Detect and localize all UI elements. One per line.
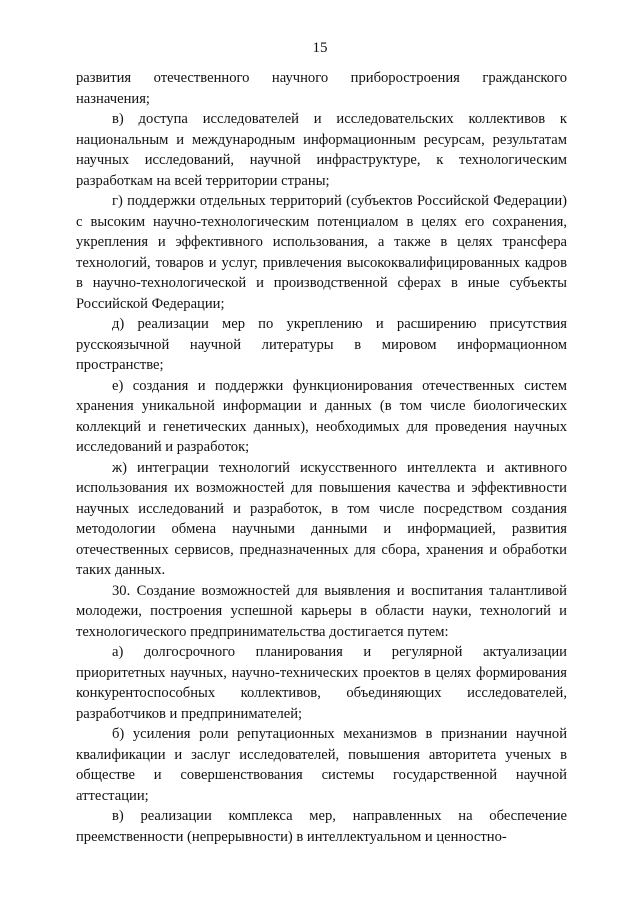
paragraph: б) усиления роли репутационных механизмов в признании научной квалификации и заслуг исследователей, повышения авторитета ученых в обществе и совершенствования системы государственной научной аттестации; [76, 726, 567, 804]
page-number: 15 [312, 40, 328, 56]
paragraph: в) доступа исследователей и исследовательских коллективов к национальным и международным информационным ресурсам, результатам научных исследований, научной инфраструктуре, к технологическим разработкам на всей территории страны; [76, 111, 567, 189]
paragraph: г) поддержки отдельных территорий (субъектов Российской Федерации) с высоким научно-технологическим потенциалом в целях его сохранения, укрепления и эффективного использования, а также в целях трансфера технологий, товаров и услуг, привлечения высококвалифицированных кадров в научно-технологической и производственной сферах в иные субъекты Российской Федерации; [76, 193, 567, 312]
paragraph: развития отечественного научного приборостроения гражданского назначения; [76, 70, 567, 107]
paragraph: д) реализации мер по укреплению и расширению присутствия русскоязычной научной литературы в мировом информационном пространстве; [76, 316, 567, 373]
paragraph: в) реализации комплекса мер, направленных на обеспечение преемственности (непрерывности) в интеллектуальном и ценностно- [76, 808, 567, 845]
paragraph: ж) интеграции технологий искусственного интеллекта и активного использования их возможностей для повышения качества и эффективности научных исследований и разработок, в том числе посредством создания методологии обмена научными данными и информацией, развития отечественных сервисов, предназначенных для сбора, хранения и обработки таких данных. [76, 459, 567, 578]
paragraph: е) создания и поддержки функционирования отечественных систем хранения уникальной информации и данных (в том числе биологических коллекций и генетических данных), необходимых для проведения научных исследований и разработок; [76, 377, 567, 455]
paragraph: 30. Создание возможностей для выявления и воспитания талантливой молодежи, построения успешной карьеры в области науки, технологий и технологического предпринимательства достигается путем: [76, 582, 567, 640]
paragraph: а) долгосрочного планирования и регулярной актуализации приоритетных научных, научно-технических проектов в целях формирования конкурентоспособных коллективов, объединяющих исследователей, разработчиков и предпринимателей; [76, 644, 567, 722]
document-body [76, 68, 567, 847]
